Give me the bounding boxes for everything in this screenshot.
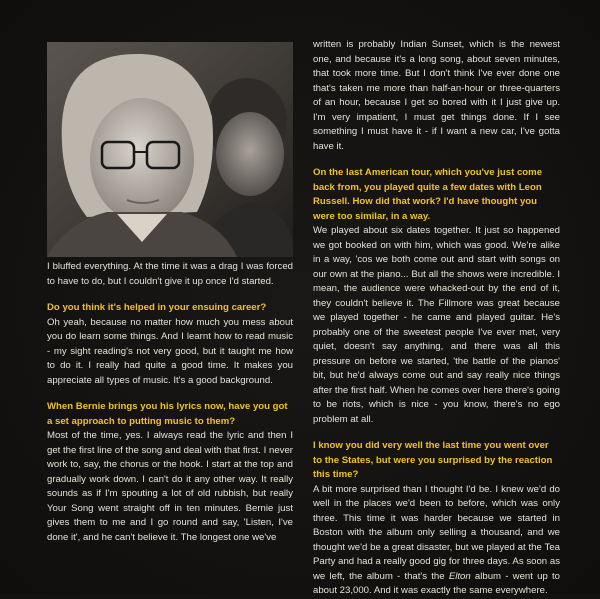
question-american-tour: On the last American tour, which you've just come back from, you played quite a few dates with Leon Russell. How did that work? I'd have thought you were too similar, in a way. bbox=[313, 167, 543, 222]
portrait-photo bbox=[47, 42, 293, 257]
answer-text-start: A bit more surprised than I thought I'd be. I knew we'd do well in the places we'd been to before, which was only three. This time it was harder because we started in Boston with the album only selling a thousand, and we thought we'd be a great disaster, but we played at the Tea Party and had a really good gig for three days. As soon as we left, the album - that's the bbox=[313, 483, 560, 582]
left-column bbox=[47, 260, 293, 545]
intro-paragraph: I bluffed everything. At the time it was a drag I was forced to have to do, but I couldn't give it up once I'd started. bbox=[47, 261, 293, 287]
answer-career: Oh yeah, because no matter how much you mess about you do learn some things. And I learnt how to read music - my sight reading's not very good, but it taught me how to do it. I really had quite a good time. It makes you appreciate all types of music. It's a good background. bbox=[47, 316, 293, 386]
album-title: Elton bbox=[448, 570, 471, 582]
portrait-photo-icon bbox=[47, 42, 293, 257]
answer-text-end: album - went up to about 23,000. And it was exactly the same everywhere. bbox=[313, 570, 561, 596]
right-column bbox=[313, 38, 560, 599]
answer-lyrics: Most of the time, yes. I always read the lyric and then I get the first line of the song and deal with that first. I never work to, say, the chorus or the hook. I start at the top and gradually work down. I can't do it any other way. It really sounds as if I'm spouting a lot of old rubbish, but really Your Song went straight off in ten minutes. Bernie just gives them to me and I go round and say, 'Listen, I've done it', and he can't believe it. The longest one we've bbox=[47, 430, 293, 543]
answer-american-tour: We played about six dates together. It just so happened we got booked on with him, which was good. We're alike in a way, 'cos we both come out and start with songs on our own at the piano... But all the shows were incredible. I mean, the audience were whacked-out by the end of it, they couldn't believe it. The Fillmore was great because we played together - he came and played guitar. He's probably one of the sweetest people I've ever met, very quiet, doesn't say anything, and there was all this pressure on before we started, 'the battle of the pianos' bit, but he'd always come out and say really nice things after the first half. When he comes over here there's going to be riots, which is nice - you know, there's no ego problem at all. bbox=[313, 225, 560, 425]
question-career: Do you think it's helped in your ensuing career? bbox=[47, 302, 267, 313]
question-states-reaction: I know you did very well the last time you went over to the States, but were you surprised by the reaction this time? bbox=[313, 440, 553, 480]
continued-paragraph: written is probably Indian Sunset, which is the newest one, and because it's a long song, about seven minutes, that took more time. But I don't think I've ever done one that's taken me more than half-an-hour or three-quarters of an hour, because I get so bored with it I just give up. I'm very impatient, I must get things done. If I see something I must have it - if I want a new car, I've gotta have it. bbox=[313, 39, 560, 152]
question-lyrics: When Bernie brings you his lyrics now, have you got a set approach to putting music to them? bbox=[47, 401, 288, 427]
answer-states-reaction bbox=[313, 483, 560, 599]
